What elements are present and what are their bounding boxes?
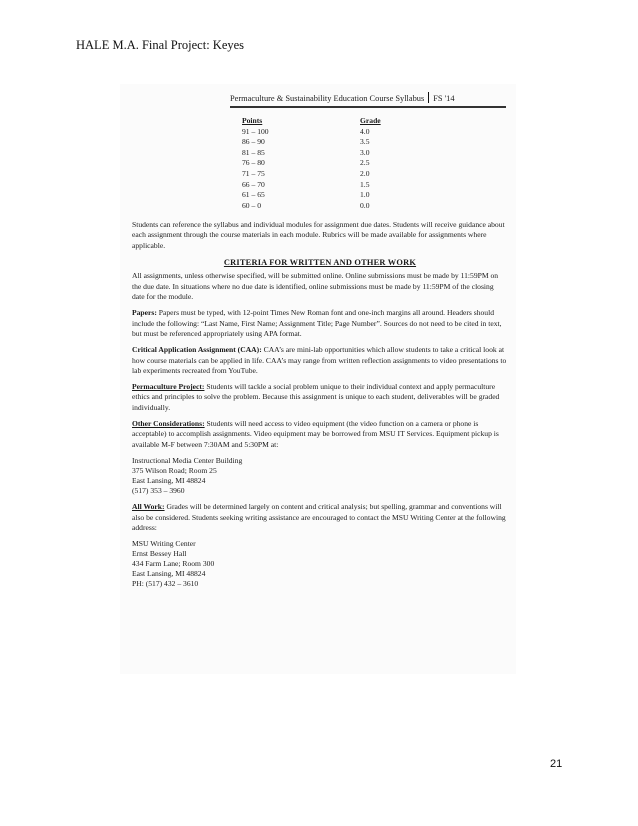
course-term: FS '14 (433, 94, 455, 103)
criteria-title: CRITERIA FOR WRITTEN AND OTHER WORK (223, 257, 417, 267)
points-cell: 61 – 65 (242, 190, 265, 200)
table-row (242, 180, 381, 191)
papers-label: Papers: (132, 308, 157, 318)
other-considerations-text: Students will need access to video equipment (the video function on a camera or phone is acceptable) to accomplish assignments. Video equipment may be borrowed from MSU IT Services. Equipment pickup is available M-F between 7:30AM and 5:30PM at: (132, 419, 499, 449)
points-cell: 81 – 85 (242, 147, 265, 157)
grade-cell: 4.0 (360, 126, 370, 136)
address-line: Instructional Media Center Building (132, 456, 243, 466)
table-row (242, 137, 381, 148)
grade-cell: 3.0 (360, 147, 370, 157)
address-line: East Lansing, MI 48824 (132, 569, 206, 578)
papers-paragraph (132, 308, 508, 339)
table-row (242, 190, 381, 201)
table-row (242, 158, 381, 169)
header-separator (428, 92, 429, 103)
address-line: 375 Wilson Road; Room 25 (132, 465, 217, 475)
outer-header: HALE M.A. Final Project: Keyes (76, 38, 245, 52)
permaculture-project-paragraph (132, 382, 508, 413)
scanned-syllabus-page (120, 84, 516, 674)
table-header-row (242, 116, 381, 127)
permaculture-project-text: Students will tackle a social problem unique to their individual context and apply permaculture ethics and principles to solve the problem. Because this assignment is unique to each student, deliverables will be graded individually. (132, 382, 500, 412)
address-line: MSU Writing Center (132, 539, 196, 549)
caa-paragraph (132, 345, 508, 376)
intro-paragraph: Students can reference the syllabus and individual modules for assignment due dates. Students will receive guidance about each assignment through the course materials in each module. Rubrics will be made available for assignments where applicable. (132, 220, 505, 250)
address-line: East Lansing, MI 48824 (132, 475, 206, 485)
address-line: (517) 353 – 3960 (132, 485, 185, 495)
page-number: 21 (550, 758, 563, 770)
course-header (230, 92, 455, 104)
points-cell: 86 – 90 (242, 137, 265, 147)
papers-text: Papers must be typed, with 12-point Times New Roman font and one-inch margins all around. Headers should include the following: “Last Name, First Name; Assignment Title; Page Number”. Sources do not need to be cited in text, but must be referenced appropriately using APA format. (132, 308, 502, 338)
caa-text: CAA’s are mini-lab opportunities which allow students to take a critical look at how course materials can be applied in life. CAA’s may range from written reflection assignments to video presentations to lab experiments recreated from YouTube. (132, 345, 507, 375)
address-line: 434 Farm Lane; Room 300 (132, 559, 215, 569)
grade-cell: 2.5 (360, 158, 370, 168)
course-title: Permaculture & Sustainability Education Course Syllabus (230, 94, 425, 103)
grade-cell: 1.5 (360, 179, 370, 189)
grade-cell: 1.0 (360, 190, 370, 200)
points-cell: 71 – 75 (242, 168, 265, 178)
grade-cell: 0.0 (360, 200, 370, 210)
table-row (242, 201, 381, 212)
points-cell: 76 – 80 (242, 158, 265, 168)
table-row (242, 148, 381, 159)
permaculture-project-label: Permaculture Project: (132, 382, 205, 392)
points-cell: 91 – 100 (242, 126, 269, 136)
all-work-text: Grades will be determined largely on content and critical analysis; but spelling, grammar and conventions will also be considered. Students seeking writing assistance are encouraged to contact the MSU Writing Center at the following address: (132, 502, 506, 533)
table-row (242, 127, 381, 138)
other-considerations-label: Other Considerations: (132, 419, 205, 429)
points-cell: 60 – 0 (242, 200, 261, 210)
media-center-address (132, 456, 508, 495)
all-assignments-paragraph: All assignments, unless otherwise specified, will be submitted online. Online submissions must be made by 11:59PM on the due date. In situations where no due date is identified, online submissions must be made by 11:59PM of the closing date for the module. (132, 271, 499, 301)
caa-label: Critical Application Assignment (CAA): (132, 345, 262, 355)
grade-cell: 3.5 (360, 137, 370, 147)
other-considerations-paragraph (132, 419, 508, 450)
grading-scale-table (242, 116, 381, 211)
all-work-paragraph (132, 502, 508, 533)
points-cell: 66 – 70 (242, 179, 265, 189)
points-header: Points (242, 116, 263, 125)
grade-cell: 2.0 (360, 168, 370, 178)
address-line: PH: (517) 432 – 3610 (132, 578, 199, 588)
address-line: Ernst Bessey Hall (132, 549, 187, 559)
table-row (242, 169, 381, 180)
header-rule (230, 106, 506, 108)
all-work-label: All Work: (132, 502, 165, 512)
writing-center-address (132, 539, 508, 588)
grade-header: Grade (360, 116, 381, 125)
syllabus-body (132, 220, 508, 596)
